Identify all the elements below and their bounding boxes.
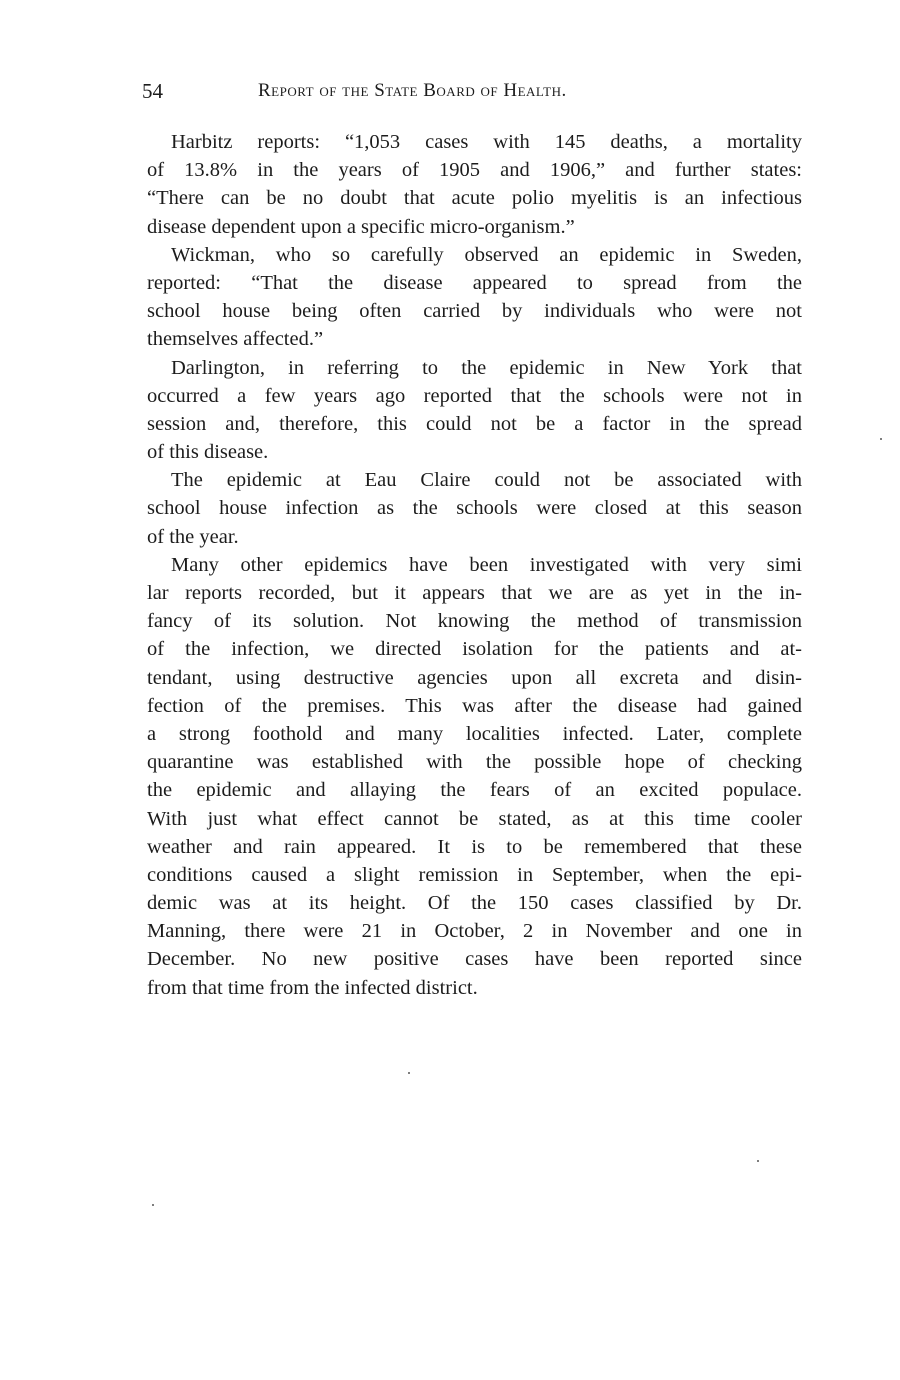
text-line: the epidemic and allaying the fears of an excited populace. bbox=[147, 779, 802, 802]
text-line: fection of the premises. This was after the disease had gained bbox=[147, 694, 802, 717]
text-line: tendant, using destructive agencies upon all excreta and disin- bbox=[147, 666, 802, 689]
text-line: disease dependent upon a specific micro-organism.” bbox=[147, 215, 575, 238]
text-line: school house being often carried by individuals who were not bbox=[147, 300, 802, 323]
paragraph-harbitz bbox=[147, 128, 802, 241]
paper-speck bbox=[880, 438, 882, 440]
text-line: conditions caused a slight remission in September, when the epi- bbox=[147, 863, 802, 886]
paper-speck bbox=[757, 1160, 759, 1162]
paper-speck bbox=[408, 1072, 410, 1074]
text-line: school house infection as the schools were closed at this season bbox=[147, 497, 802, 520]
paper-speck bbox=[152, 1204, 154, 1206]
text-line: themselves affected.” bbox=[147, 328, 324, 351]
text-line: Wickman, who so carefully observed an epidemic in Sweden, bbox=[171, 243, 802, 266]
text-line: With just what effect cannot be stated, as at this time cooler bbox=[147, 807, 802, 830]
text-line: Many other epidemics have been investigated with very simi bbox=[171, 553, 802, 576]
text-line: of the infection, we directed isolation for the patients and at- bbox=[147, 638, 802, 661]
text-line: fancy of its solution. Not knowing the method of transmission bbox=[147, 610, 802, 633]
text-line: of the year. bbox=[147, 525, 239, 548]
text-line: occurred a few years ago reported that the schools were not in bbox=[147, 384, 802, 407]
text-line: Darlington, in referring to the epidemic in New York that bbox=[171, 356, 802, 379]
paragraph-eau-claire bbox=[147, 466, 802, 551]
text-line: lar reports recorded, but it appears that we are as yet in the in- bbox=[147, 582, 802, 604]
text-line: of 13.8% in the years of 1905 and 1906,” and further states: bbox=[147, 159, 802, 182]
text-line: The epidemic at Eau Claire could not be associated with bbox=[171, 469, 802, 492]
paragraph-other-epidemics bbox=[147, 551, 802, 1002]
running-head: Report of the State Board of Health. bbox=[258, 80, 567, 101]
text-line: December. No new positive cases have been reported since bbox=[147, 948, 802, 971]
text-line: of this disease. bbox=[147, 441, 269, 464]
body-text bbox=[147, 128, 802, 1002]
text-line: Manning, there were 21 in October, 2 in November and one in bbox=[147, 920, 802, 943]
text-line: reported: “That the disease appeared to spread from the bbox=[147, 271, 802, 294]
text-line: “There can be no doubt that acute polio myelitis is an infectious bbox=[147, 187, 802, 210]
paragraph-wickman bbox=[147, 241, 802, 354]
text-line: quarantine was established with the possible hope of checking bbox=[147, 751, 802, 774]
text-line: session and, therefore, this could not be a factor in the spread bbox=[147, 412, 802, 435]
text-line: a strong foothold and many localities infected. Later, complete bbox=[147, 722, 802, 745]
text-line: demic was at its height. Of the 150 cases classified by Dr. bbox=[147, 892, 802, 915]
text-line: from that time from the infected district. bbox=[147, 976, 478, 999]
paragraph-darlington bbox=[147, 354, 802, 467]
page-number: 54 bbox=[142, 79, 163, 103]
text-line: Harbitz reports: “1,053 cases with 145 deaths, a mortality bbox=[171, 131, 802, 153]
text-line: weather and rain appeared. It is to be remembered that these bbox=[147, 835, 802, 858]
